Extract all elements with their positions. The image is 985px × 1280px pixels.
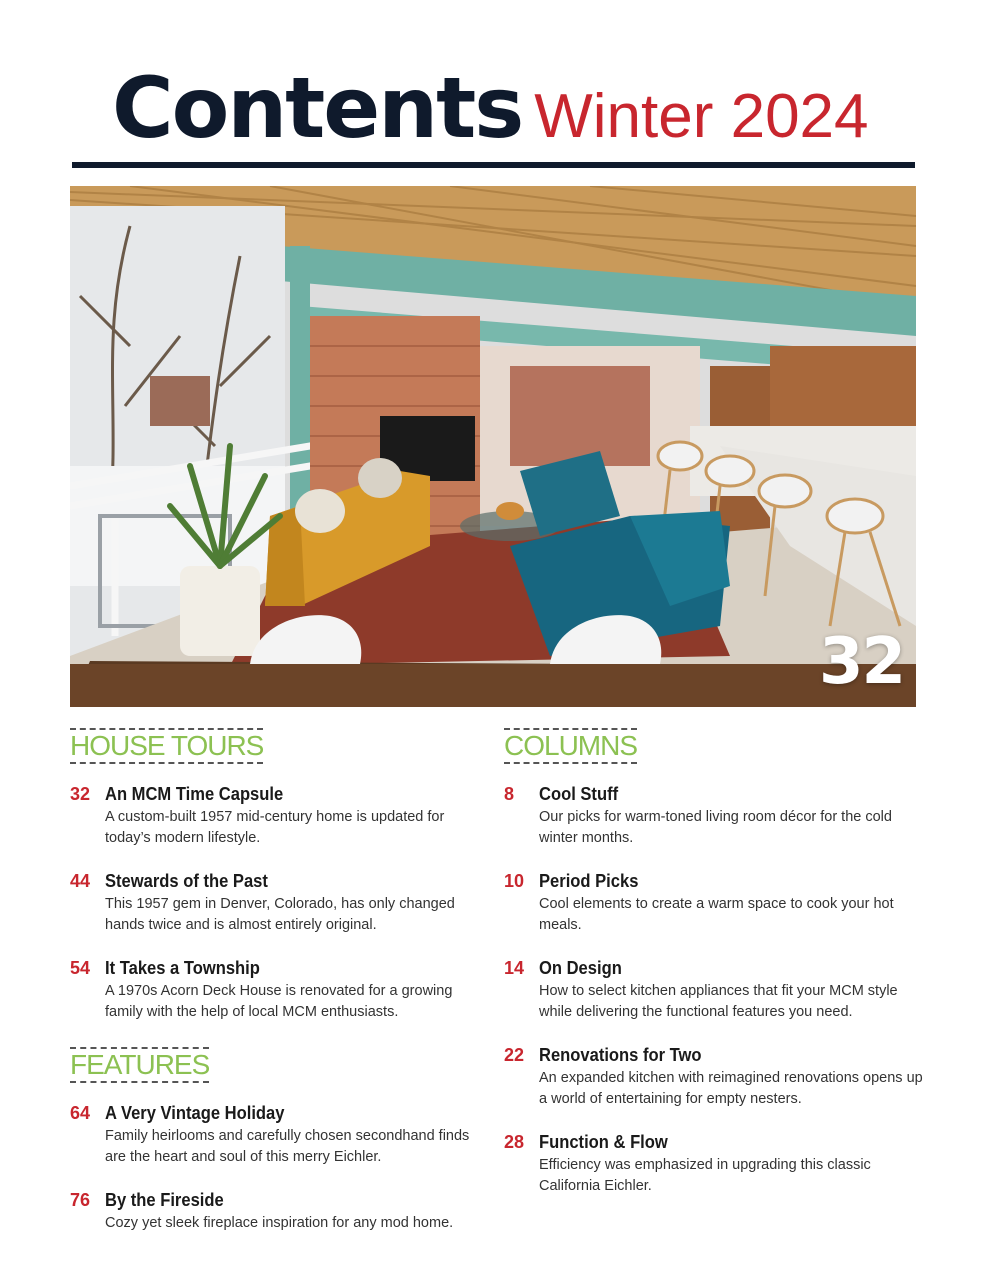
entry-desc: Cool elements to create a warm space to cook your hot meals.	[539, 896, 894, 933]
house-tours-list	[70, 782, 490, 1023]
toc-entry[interactable]	[504, 869, 924, 936]
section-heading-columns: COLUMNS	[504, 728, 637, 764]
entry-page: 44	[70, 871, 91, 891]
entry-page: 32	[70, 784, 91, 804]
entry-page: 54	[70, 958, 91, 978]
entry-desc: Our picks for warm-toned living room décor for the cold winter months.	[539, 809, 892, 846]
entry-title: An MCM Time Capsule	[105, 784, 284, 804]
masthead	[112, 59, 869, 157]
left-column	[70, 728, 490, 1234]
issue-label: Winter 2024	[534, 82, 869, 151]
entry-desc: A 1970s Acorn Deck House is renovated for a growing family with the help of local MCM enthusiasts.	[105, 983, 453, 1020]
entry-page: 64	[70, 1103, 91, 1123]
entry-title: Renovations for Two	[539, 1045, 702, 1065]
entry-desc: This 1957 gem in Denver, Colorado, has only changed hands twice and is almost entirely original.	[105, 896, 455, 933]
entry-page: 10	[504, 871, 525, 891]
entry-title: Stewards of the Past	[105, 871, 268, 891]
toc-entry[interactable]	[504, 956, 924, 1023]
entry-title: Cool Stuff	[539, 784, 619, 804]
entry-page: 8	[504, 784, 515, 804]
entry-page: 76	[70, 1190, 91, 1210]
toc-entry[interactable]	[504, 1130, 924, 1197]
toc-entry[interactable]	[70, 1188, 490, 1234]
entry-desc: A custom-built 1957 mid-century home is updated for today’s modern lifestyle.	[105, 809, 445, 846]
entry-title: A Very Vintage Holiday	[105, 1103, 285, 1123]
section-heading-house-tours: HOUSE TOURS	[70, 728, 263, 764]
entry-desc: Cozy yet sleek fireplace inspiration for any mod home.	[105, 1215, 454, 1231]
entry-page: 28	[504, 1132, 525, 1152]
entry-title: On Design	[539, 958, 622, 978]
hero-photo	[70, 186, 916, 707]
entry-title: By the Fireside	[105, 1190, 224, 1210]
hero-page-number: 32	[818, 625, 904, 699]
entry-desc: How to select kitchen appliances that fit your MCM style while delivering the functional features you need.	[539, 983, 898, 1020]
entry-page: 14	[504, 958, 525, 978]
features-list	[70, 1101, 490, 1234]
entry-title: Function & Flow	[539, 1132, 668, 1152]
toc-entry[interactable]	[504, 1043, 924, 1110]
right-column	[504, 728, 924, 1197]
entry-desc: Family heirlooms and carefully chosen secondhand finds are the heart and soul of this merry Eichler.	[105, 1128, 470, 1165]
entry-title: Period Picks	[539, 871, 639, 891]
masthead-rule	[72, 162, 915, 168]
entry-title: It Takes a Township	[105, 958, 260, 978]
entry-desc: An expanded kitchen with reimagined renovations opens up a world of entertaining for empty nesters.	[539, 1070, 923, 1107]
entry-page: 22	[504, 1045, 525, 1065]
toc-entry[interactable]	[70, 956, 490, 1023]
toc-entry[interactable]	[70, 1101, 490, 1168]
page-title: Contents	[112, 59, 523, 157]
columns-list	[504, 782, 924, 1197]
entry-desc: Efficiency was emphasized in upgrading this classic California Eichler.	[539, 1157, 871, 1194]
toc-entry[interactable]	[504, 782, 924, 849]
section-heading-features: FEATURES	[70, 1047, 209, 1083]
toc-entry[interactable]	[70, 782, 490, 849]
living-room-illustration	[70, 186, 916, 707]
toc-entry[interactable]	[70, 869, 490, 936]
